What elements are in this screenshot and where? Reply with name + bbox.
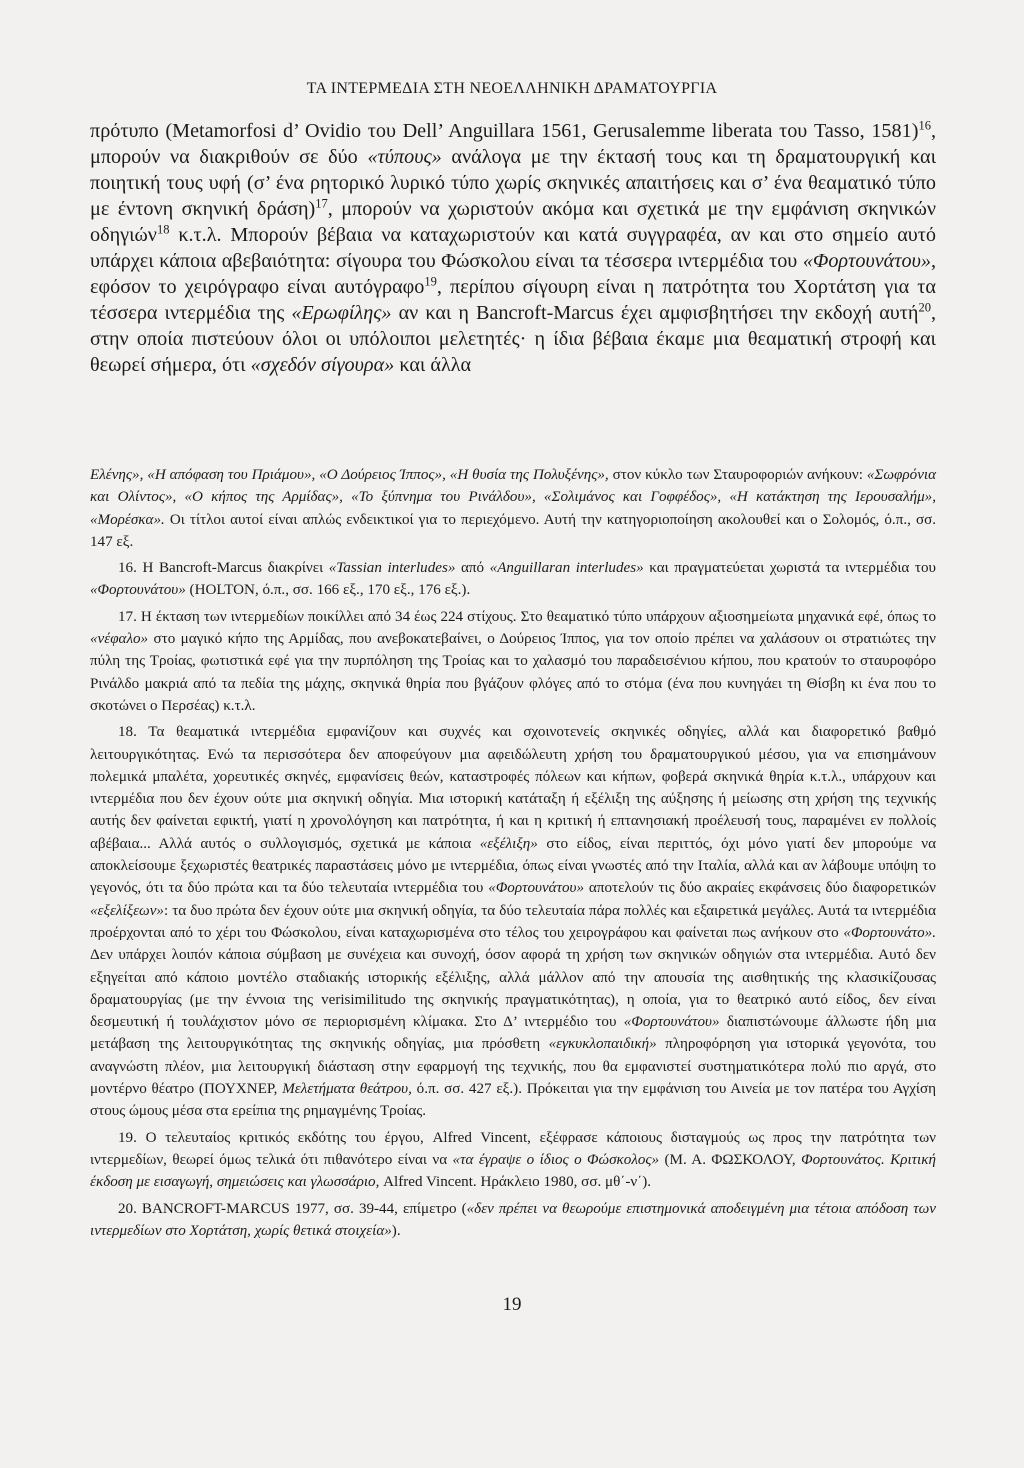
italic-run: «εγκυκλοπαιδική» xyxy=(548,1036,657,1053)
italic-run: «δεν πρέπει να θεωρούμε επιστημονικά αποδειγμένη μια τέτοια απόδοση των ιντερμεδίων στο Χορτάτση, χωρίς θετικά στοιχεία» xyxy=(90,1200,936,1239)
text-run: στο είδος, είναι περιττός, όχι μόνο γιατί δεν μπορούμε να αποκλείσουμε ξεχωριστές θεατρικές παραστάσεις μόνο με ιντερμέδια, όπως είναι γνωστές από την Ιταλία, αλλά και αν λάβουμε υπόψη το γεγονός, ότι τα δύο πρώτα και τα δύο τελευταία ιντερμέδια του xyxy=(90,835,936,897)
text-run: , μπορούν να χωριστούν ακόμα και σχετικά με την εμφάνιση σκηνικών οδηγιών xyxy=(90,198,936,246)
text-run: , στην οποία πιστεύουν όλοι οι υπόλοιποι μελετητές· η ίδια βέβαια έκαμε μια θεαματική στροφή και θεωρεί σήμερα, ότι xyxy=(90,302,936,376)
italic-run: Ελένης», «Η απόφαση του Πριάμου», «Ο Δούρειος Ίππος», «Η θυσία της Πολυξένης», xyxy=(90,467,609,483)
italic-run: «σχεδόν σίγουρα» xyxy=(250,354,395,376)
italic-run: «τα έγραψε ο ίδιος ο Φώσκολος» xyxy=(452,1151,660,1168)
italic-run: «Φορτουνάτου» xyxy=(488,880,585,897)
text-run: , εφόσον το χειρόγραφο είναι αυτόγραφο xyxy=(90,250,936,298)
footnote-18 xyxy=(90,721,936,1122)
text-run: και πραγματεύεται χωριστά τα ιντερμέδια του xyxy=(643,560,937,577)
text-run: 19. Ο τελευταίος κριτικός εκδότης του έργου, Alfred Vincent, εξέφρασε κάποιους δισταγμούς ως προς την πατρότητα των ιντερμεδίων, θεωρεί όμως τελικά ότι πιθανότερο είναι να xyxy=(90,1129,936,1168)
main-paragraph xyxy=(90,118,936,378)
footnote-20 xyxy=(90,1198,936,1243)
main-text xyxy=(90,118,936,378)
footnote-ref-20: 20 xyxy=(918,300,931,315)
italic-run: «τύπους» xyxy=(367,146,442,168)
text-run: (HOLTON, ό.π., σσ. 166 εξ., 170 εξ., 176 εξ.). xyxy=(185,582,471,599)
text-run: στο μαγικό κήπο της Αρμίδας, που ανεβοκατεβαίνει, ο Δούρειος Ίππος, για τον οποίο πρέπει να χαλάσουν οι στρατιώτες την πύλη της Τροίας, φωτιστικά εφέ για την πυρπόληση της Τροίας και το χαλασμό του παραδεισένιου κήπου, που κρατούν το σταυροφόρο Ρινάλδο μακριά από τα πεδία της μάχης, σκηνικά θηρία που βγάζουν φλόγες από το στόμα (ένα που κυνηγάει τη Θίσβη κι ένα που το σκοτώνει ο Περσέας) κ.τ.λ. xyxy=(90,631,936,714)
italic-run: «Anguillaran interludes» xyxy=(489,560,644,577)
footnote-ref-19: 19 xyxy=(424,274,437,289)
italic-run: «Σωφρόνια και Ολίντος», «Ο κήπος της Αρμίδας», «Το ξύπνημα του Ρινάλδου», «Σολιμάνος και Γοφφέδος», «Η κατάκτηση της Ιερουσαλήμ», «Μορέσκα». xyxy=(90,467,937,528)
footnote-16 xyxy=(90,557,936,602)
text-run: πληροφόρηση για ιστορικά γεγονότα, του αναγνώστη πλέον, μια λειτουργική διάσταση στην εφαρμογή της τεχνικής, που θα εμφανιστεί συστηματικότερα πολύ πιο αργά, στο μοντέρνο θέατρο (ΠΟΥΧΝΕΡ, xyxy=(90,1036,936,1098)
italic-run: «εξελίξεων» xyxy=(90,902,164,919)
text-run: πρότυπο (Metamorfosi d’ Ovidio του Dell’ Anguillara 1561, Gerusalemme liberata του Tasso, 1581) xyxy=(90,120,919,142)
footnote-ref-17: 17 xyxy=(315,196,328,211)
italic-run: «Ερωφίλης» xyxy=(291,302,392,324)
italic-run: «Φορτουνάτο». xyxy=(843,924,936,941)
italic-run: «εξέλιξη» xyxy=(479,835,538,852)
text-run: 18. Τα θεαματικά ιντερμέδια εμφανίζουν και συχνές και σχοινοτενείς σκηνικές οδηγίες, αλλά και διαφορετικό βαθμό λειτουργικότητας. Ενώ τα περισσότερα δεν αποφεύγουν μια αφειδώλευτη χρήση του δραματουργικού μέσου, για να επισημάνουν πολεμικά μπαλέτα, χορευτικές σκηνές, εμφανίσεις θεών, καταστροφές πόλεων και κήπων, φοβερά σκηνικά θηρία κ.τ.λ., υπάρχουν και ιντερμέδια που δεν έχουν ούτε μια σκηνική οδηγία. Μια ιστορική κατάταξη ή εξέλιξη της αύξησης ή μείωσης στη χρήση της τεχνικής αυτής δεν φαίνεται εφικτή, γιατί η χρονολόγηση και πατρότητα, ή και η κριτική ή επτανησιακή προέλευσή τους, παραμένει εν πολλοίς αβέβαια... Αλλά αυτός ο συλλογισμός, σχετικά με κάποια xyxy=(90,724,936,852)
text-run: Δεν υπάρχει λοιπόν κάποια σύμβαση με συνέχεια και συνοχή, όσον αφορά τη χρήση των σκηνικών οδηγιών στα ιντερμέδια. Αυτό δεν εξηγείται από κάποιο μοντέλο σταδιακής ιστορικής εξέλιξης, αλλά μάλλον από την απουσία της αισθητικής της κλασικίζουσας δραματουργίας (με την έννοια της verisimilitudo της σκηνικής πραγματικότητας), η οποία, για το θεατρικό αυτό είδος, δεν είναι δεσμευτική ή τουλάχιστον μόνο σε περιορισμένη κλίμακα. Στο Δ’ ιντερμέδιο του xyxy=(90,947,936,1031)
text-run: αν και η Bancroft-Marcus έχει αμφισβητήσει την εκδοχή αυτή xyxy=(391,302,919,324)
italic-run: «Φορτουνάτου» xyxy=(802,250,931,272)
footnotes xyxy=(90,464,936,1246)
italic-run: «νέφαλο» xyxy=(90,631,149,648)
italic-run: Μελετήματα θεάτρου, xyxy=(282,1081,412,1098)
italic-run: «Φορτουνάτου» xyxy=(90,582,186,599)
text-run: στον κύκλο των Σταυροφοριών ανήκουν: xyxy=(608,467,867,483)
italic-run: «Tassian interludes» xyxy=(328,560,456,577)
footnote-continuation xyxy=(90,464,936,553)
text-run: κ.τ.λ. Μπορούν βέβαια να καταχωριστούν και κατά συγγραφέα, αν και στο σημείο αυτό υπάρχει κάποια αβεβαιότητα: σίγουρα του Φώσκολου είναι τα τέσσερα ιντερμέδια του xyxy=(90,224,936,272)
text-run: διαπιστώνουμε άλλωστε ήδη μια μετάβαση της λειτουργικότητας της σκηνικής οδηγίας, μια πρόσθετη xyxy=(90,1014,936,1053)
text-run: Οι τίτλοι αυτοί είναι απλώς ενδεικτικοί για το περιεχόμενο. Αυτή την κατηγοριοποίηση ακολουθεί και ο Σολομός, ό.π., σσ. 147 εξ. xyxy=(90,511,936,550)
text-run: (Μ. Α. ΦΩΣΚΟΛΟΥ, xyxy=(659,1151,802,1168)
text-run: ). xyxy=(391,1222,401,1239)
text-run: από xyxy=(455,560,490,577)
text-run: αποτελούν τις δύο ακραίες εκφάνσεις δύο διαφορετικών xyxy=(584,880,936,897)
running-head: ΤΑ ΙΝΤΕΡΜΕΔΙΑ ΣΤΗ ΝΕΟΕΛΛΗΝΙΚΗ ΔΡΑΜΑΤΟΥΡΓΙΑ xyxy=(306,80,718,97)
text-run: 20. BANCROFT-MARCUS 1977, σσ. 39-44, επίμετρο ( xyxy=(118,1200,467,1217)
text-run: , μπορούν να διακριθούν σε δύο xyxy=(90,120,936,168)
text-run: και άλλα xyxy=(394,354,472,376)
footnote-ref-16: 16 xyxy=(918,118,931,133)
text-run: 17. Η έκταση των ιντερμεδίων ποικίλλει από 34 έως 224 στίχους. Στο θεαματικό τύπο υπάρχουν αξιοσημείωτα μηχανικά εφέ, όπως το xyxy=(118,608,936,625)
page-number: 19 xyxy=(502,1294,522,1315)
text-run: , περίπου σίγουρη είναι η πατρότητα του Χορτάτση για τα τέσσερα ιντερμέδια της xyxy=(90,276,936,324)
text-run: 16. Η Bancroft-Marcus διακρίνει xyxy=(118,560,329,577)
footnote-19 xyxy=(90,1127,936,1194)
italic-run: «Φορτουνάτου» xyxy=(623,1014,720,1031)
text-run: ό.π. σσ. 427 εξ.). Πρόκειται για την εμφάνιση του Αινεία με τον πατέρα του Αγχίση στους ώμους μέσα στα ερείπια της ρημαγμένης Τροίας. xyxy=(90,1081,936,1120)
footnote-ref-18: 18 xyxy=(156,222,170,237)
italic-run: Φορτουνάτος. Κριτική έκδοση με εισαγωγή, σημειώσεις και γλωσσάριο, xyxy=(90,1151,936,1191)
text-run: Alfred Vincent. Ηράκλειο 1980, σσ. μθ΄-ν΄). xyxy=(379,1174,652,1191)
footnote-17 xyxy=(90,606,936,717)
text-run: ανάλογα με την έκτασή τους και τη δραματουργική και ποιητική τους υφή (σ’ ένα ρητορικό λυρικό τύπο χωρίς σκηνικές απαιτήσεις και σ’ ένα θεαματικό τύπο με έντονη σκηνική δράση) xyxy=(90,146,937,220)
text-run: : τα δυο πρώτα δεν έχουν ούτε μια σκηνική οδηγία, τα δύο τελευταία πάρα πολλές και εξαιρετικά μεγάλες. Αυτά τα ιντερμέδια προέρχονται από το χέρι του Φώσκολου, είναι καταχωρισμένα στο τέλος του χειρογράφου και φαίνεται πως ανήκουν στο xyxy=(90,902,936,941)
